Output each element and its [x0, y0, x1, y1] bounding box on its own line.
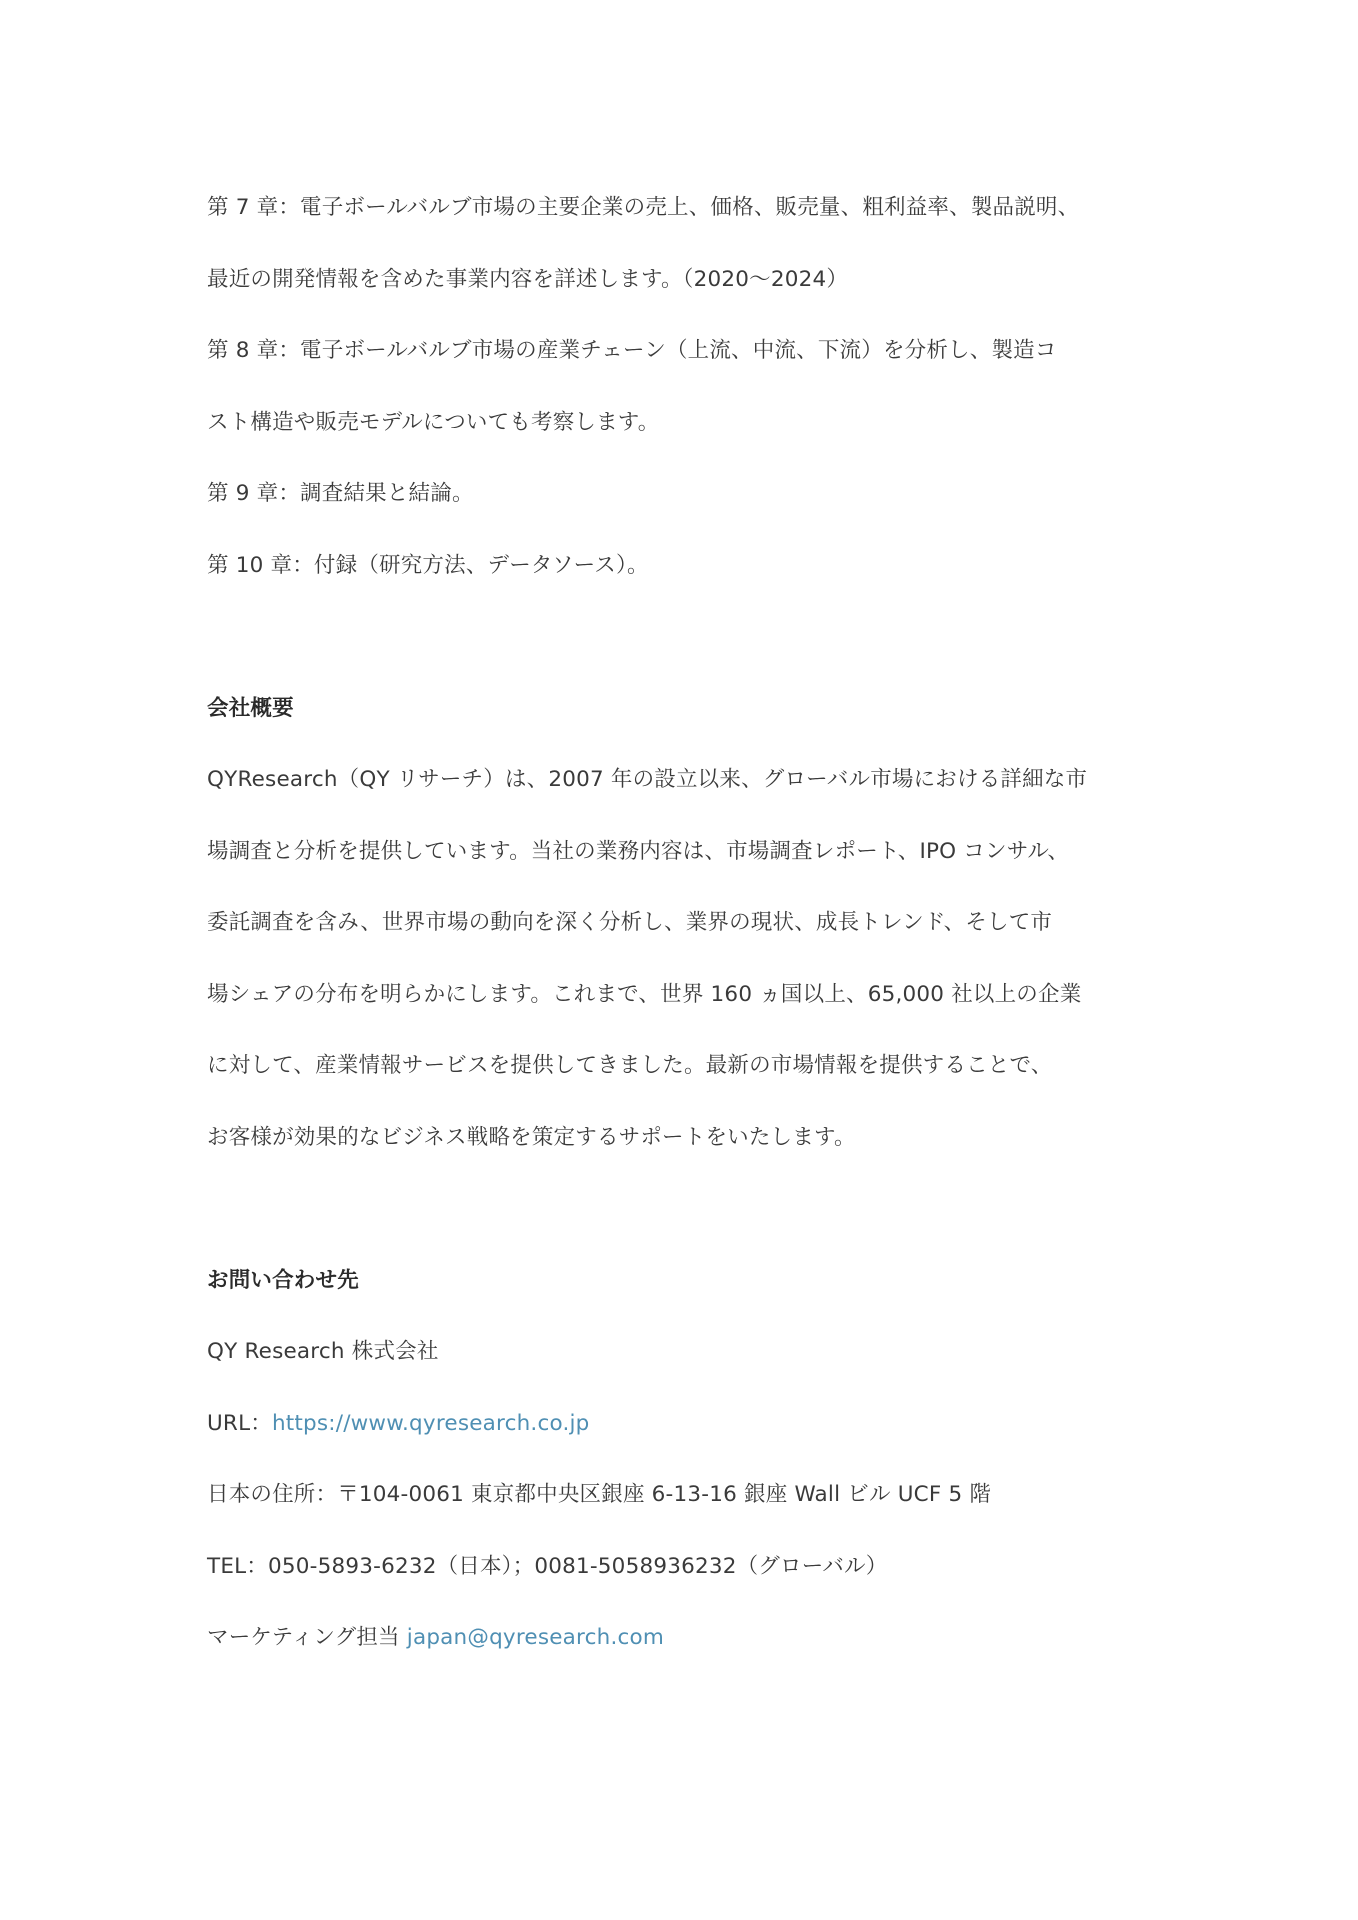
contact-url-row — [207, 1388, 1167, 1460]
chapter-8-line-2: スト構造や販売モデルについても考察します。 — [207, 409, 660, 435]
company-overview-line: 場シェアの分布を明らかにします。これまで、世界 160 ヵ国以上、65,000 社以上の企業 — [207, 981, 1082, 1007]
company-overview-line: 場調査と分析を提供しています。当社の業務内容は、市場調査レポート、IPO コンサル、 — [207, 838, 1070, 864]
document-page — [207, 172, 1167, 1674]
company-overview-line: お客様が効果的なビジネス戦略を策定するサポートをいたします。 — [207, 1124, 856, 1150]
website-link[interactable]: https://www.qyresearch.co.jp — [271, 1410, 590, 1436]
section-spacer — [207, 601, 1167, 673]
company-overview-line: 委託調査を含み、世界市場の動向を深く分析し、業界の現状、成長トレンド、そして市 — [207, 910, 1053, 935]
url-label: URL： — [207, 1410, 272, 1436]
section-spacer — [207, 1173, 1167, 1245]
company-overview-line: に対して、産業情報サービスを提供してきました。最新の市場情報を提供することで、 — [207, 1053, 1053, 1078]
company-overview-heading: 会社概要 — [207, 695, 294, 721]
contact-address: 日本の住所：〒104-0061 東京都中央区銀座 6-13-16 銀座 Wall ビル UCF 5 階 — [207, 1482, 992, 1507]
contact-company-name: QY Research 株式会社 — [207, 1339, 439, 1364]
chapter-7-line-1: 第 7 章：電子ボールバルブ市場の主要企業の売上、価格、販売量、粗利益率、製品説明、 — [207, 195, 1080, 220]
email-link[interactable]: japan@qyresearch.com — [406, 1625, 664, 1650]
chapter-7-line-2: 最近の開発情報を含めた事業内容を詳述します。（2020～2024） — [207, 266, 849, 292]
contact-heading: お問い合わせ先 — [207, 1267, 359, 1293]
contact-marketing-row — [207, 1602, 1167, 1674]
marketing-label: マーケティング担当 — [207, 1625, 407, 1650]
company-overview-line: QYResearch（QY リサーチ）は、2007 年の設立以来、グローバル市場における詳細な市 — [207, 767, 1088, 792]
chapter-9: 第 9 章：調査結果と結論。 — [207, 481, 474, 506]
chapter-10: 第 10 章：付録（研究方法、データソース）。 — [207, 552, 649, 578]
contact-tel: TEL：050-5893-6232（日本）；0081-5058936232（グローバル） — [207, 1553, 888, 1579]
chapter-8-line-1: 第 8 章：電子ボールバルブ市場の産業チェーン（上流、中流、下流）を分析し、製造コ — [207, 338, 1057, 363]
